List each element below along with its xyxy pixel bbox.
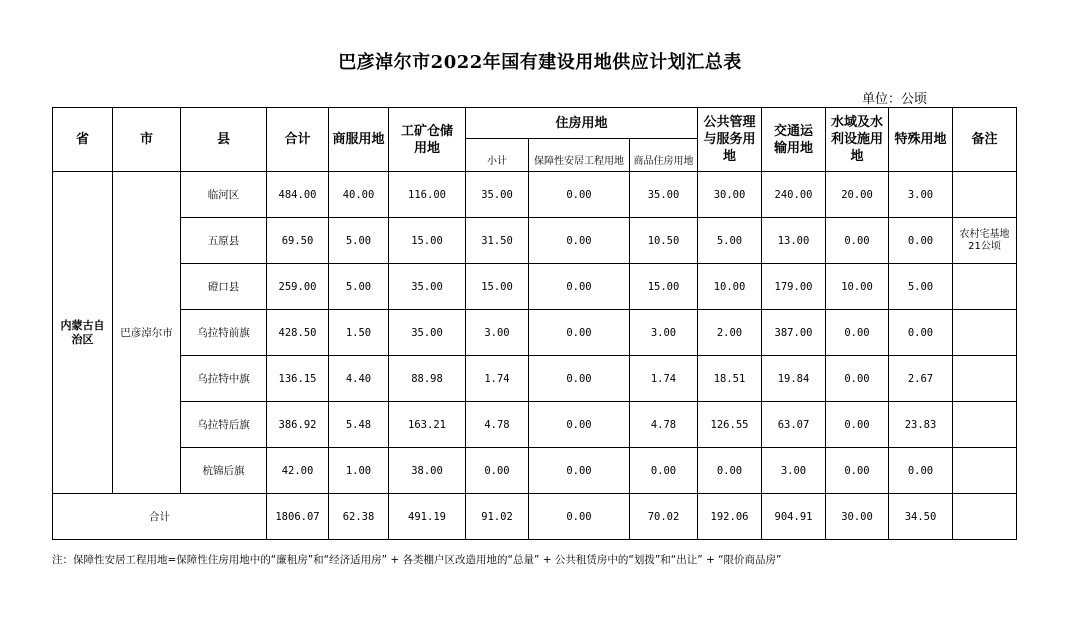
housing-affordable-cell: 0.00 [529, 402, 630, 448]
special-cell: 0.00 [889, 310, 953, 356]
housing-affordable-cell: 0.00 [529, 172, 630, 218]
housing-commercial-cell: 4.78 [630, 402, 698, 448]
remarks-cell [953, 172, 1017, 218]
table-row [53, 448, 1017, 494]
county-cell: 临河区 [181, 172, 267, 218]
summary-label: 合计 [53, 494, 267, 540]
total-cell: 428.50 [267, 310, 329, 356]
land-supply-table [52, 107, 1017, 540]
header-province: 省 [53, 108, 113, 172]
housing-subtotal-cell: 15.00 [466, 264, 529, 310]
public-cell: 30.00 [698, 172, 762, 218]
remarks-cell [953, 264, 1017, 310]
summary-water-cell: 30.00 [826, 494, 889, 540]
housing-affordable-cell: 0.00 [529, 448, 630, 494]
industrial-cell: 35.00 [389, 310, 466, 356]
housing-affordable-cell: 0.00 [529, 264, 630, 310]
transport-cell: 387.00 [762, 310, 826, 356]
special-cell: 0.00 [889, 448, 953, 494]
province-cell: 内蒙古自治区 [53, 172, 113, 494]
housing-commercial-cell: 35.00 [630, 172, 698, 218]
transport-cell: 19.84 [762, 356, 826, 402]
city-cell: 巴彦淖尔市 [113, 172, 181, 494]
special-cell: 0.00 [889, 218, 953, 264]
header-industrial: 工矿仓储用地 [389, 108, 466, 172]
header-public: 公共管理与服务用地 [698, 108, 762, 172]
commercial-cell: 4.40 [329, 356, 389, 402]
public-cell: 126.55 [698, 402, 762, 448]
industrial-cell: 88.98 [389, 356, 466, 402]
header-housing: 住房用地 [466, 108, 698, 139]
public-cell: 0.00 [698, 448, 762, 494]
industrial-cell: 116.00 [389, 172, 466, 218]
header-special: 特殊用地 [889, 108, 953, 172]
total-cell: 42.00 [267, 448, 329, 494]
county-cell: 乌拉特前旗 [181, 310, 267, 356]
county-cell: 乌拉特中旗 [181, 356, 267, 402]
total-cell: 386.92 [267, 402, 329, 448]
total-cell: 136.15 [267, 356, 329, 402]
county-cell: 乌拉特后旗 [181, 402, 267, 448]
transport-cell: 179.00 [762, 264, 826, 310]
special-cell: 23.83 [889, 402, 953, 448]
water-cell: 0.00 [826, 402, 889, 448]
special-cell: 5.00 [889, 264, 953, 310]
housing-affordable-cell: 0.00 [529, 218, 630, 264]
county-cell: 杭锦后旗 [181, 448, 267, 494]
transport-cell: 63.07 [762, 402, 826, 448]
table-row [53, 264, 1017, 310]
summary-total-cell: 1806.07 [267, 494, 329, 540]
water-cell: 0.00 [826, 310, 889, 356]
summary-special-cell: 34.50 [889, 494, 953, 540]
public-cell: 5.00 [698, 218, 762, 264]
summary-industrial-cell: 491.19 [389, 494, 466, 540]
housing-subtotal-cell: 35.00 [466, 172, 529, 218]
commercial-cell: 1.50 [329, 310, 389, 356]
summary-row [53, 494, 1017, 540]
header-city: 市 [113, 108, 181, 172]
table-row [53, 172, 1017, 218]
public-cell: 18.51 [698, 356, 762, 402]
table-row [53, 356, 1017, 402]
summary-commercial-cell: 62.38 [329, 494, 389, 540]
remarks-cell: 农村宅基地21公顷 [953, 218, 1017, 264]
summary-remarks-cell [953, 494, 1017, 540]
housing-commercial-cell: 0.00 [630, 448, 698, 494]
housing-affordable-cell: 0.00 [529, 356, 630, 402]
header-housing-commercial: 商品住房用地 [630, 139, 698, 172]
commercial-cell: 5.48 [329, 402, 389, 448]
industrial-cell: 35.00 [389, 264, 466, 310]
header-transport: 交通运输用地 [762, 108, 826, 172]
industrial-cell: 38.00 [389, 448, 466, 494]
remarks-cell [953, 402, 1017, 448]
remarks-cell [953, 448, 1017, 494]
special-cell: 3.00 [889, 172, 953, 218]
header-total: 合计 [267, 108, 329, 172]
total-cell: 484.00 [267, 172, 329, 218]
industrial-cell: 163.21 [389, 402, 466, 448]
summary-transport-cell: 904.91 [762, 494, 826, 540]
commercial-cell: 40.00 [329, 172, 389, 218]
housing-subtotal-cell: 4.78 [466, 402, 529, 448]
summary-public-cell: 192.06 [698, 494, 762, 540]
county-cell: 磴口县 [181, 264, 267, 310]
water-cell: 0.00 [826, 218, 889, 264]
table-row [53, 402, 1017, 448]
page-title: 巴彦淖尔市2022年国有建设用地供应计划汇总表 [338, 52, 742, 73]
housing-commercial-cell: 3.00 [630, 310, 698, 356]
summary-housing-subtotal-cell: 91.02 [466, 494, 529, 540]
header-housing-affordable: 保障性安居工程用地 [529, 139, 630, 172]
housing-commercial-cell: 15.00 [630, 264, 698, 310]
public-cell: 2.00 [698, 310, 762, 356]
remarks-cell [953, 356, 1017, 402]
table-row [53, 218, 1017, 264]
total-cell: 259.00 [267, 264, 329, 310]
housing-commercial-cell: 10.50 [630, 218, 698, 264]
remarks-cell [953, 310, 1017, 356]
commercial-cell: 5.00 [329, 218, 389, 264]
header-remarks: 备注 [953, 108, 1017, 172]
county-cell: 五原县 [181, 218, 267, 264]
industrial-cell: 15.00 [389, 218, 466, 264]
public-cell: 10.00 [698, 264, 762, 310]
water-cell: 0.00 [826, 448, 889, 494]
header-water: 水域及水利设施用地 [826, 108, 889, 172]
transport-cell: 3.00 [762, 448, 826, 494]
commercial-cell: 1.00 [329, 448, 389, 494]
commercial-cell: 5.00 [329, 264, 389, 310]
header-housing-subtotal: 小计 [466, 139, 529, 172]
table-row [53, 310, 1017, 356]
total-cell: 69.50 [267, 218, 329, 264]
unit-label: 单位：公顷 [862, 92, 928, 107]
housing-subtotal-cell: 0.00 [466, 448, 529, 494]
summary-housing-affordable-cell: 0.00 [529, 494, 630, 540]
housing-subtotal-cell: 31.50 [466, 218, 529, 264]
footnote: 注：保障性安居工程用地=保障性住房用地中的“廉租房”和“经济适用房” + 各类棚户区改造用地的“总量” + 公共租赁房中的“划拨”和“出让” + “限价商品房” [52, 554, 782, 566]
header-county: 县 [181, 108, 267, 172]
special-cell: 2.67 [889, 356, 953, 402]
water-cell: 0.00 [826, 356, 889, 402]
header-commercial: 商服用地 [329, 108, 389, 172]
housing-subtotal-cell: 3.00 [466, 310, 529, 356]
transport-cell: 240.00 [762, 172, 826, 218]
summary-housing-commercial-cell: 70.02 [630, 494, 698, 540]
transport-cell: 13.00 [762, 218, 826, 264]
housing-commercial-cell: 1.74 [630, 356, 698, 402]
water-cell: 10.00 [826, 264, 889, 310]
housing-subtotal-cell: 1.74 [466, 356, 529, 402]
housing-affordable-cell: 0.00 [529, 310, 630, 356]
water-cell: 20.00 [826, 172, 889, 218]
